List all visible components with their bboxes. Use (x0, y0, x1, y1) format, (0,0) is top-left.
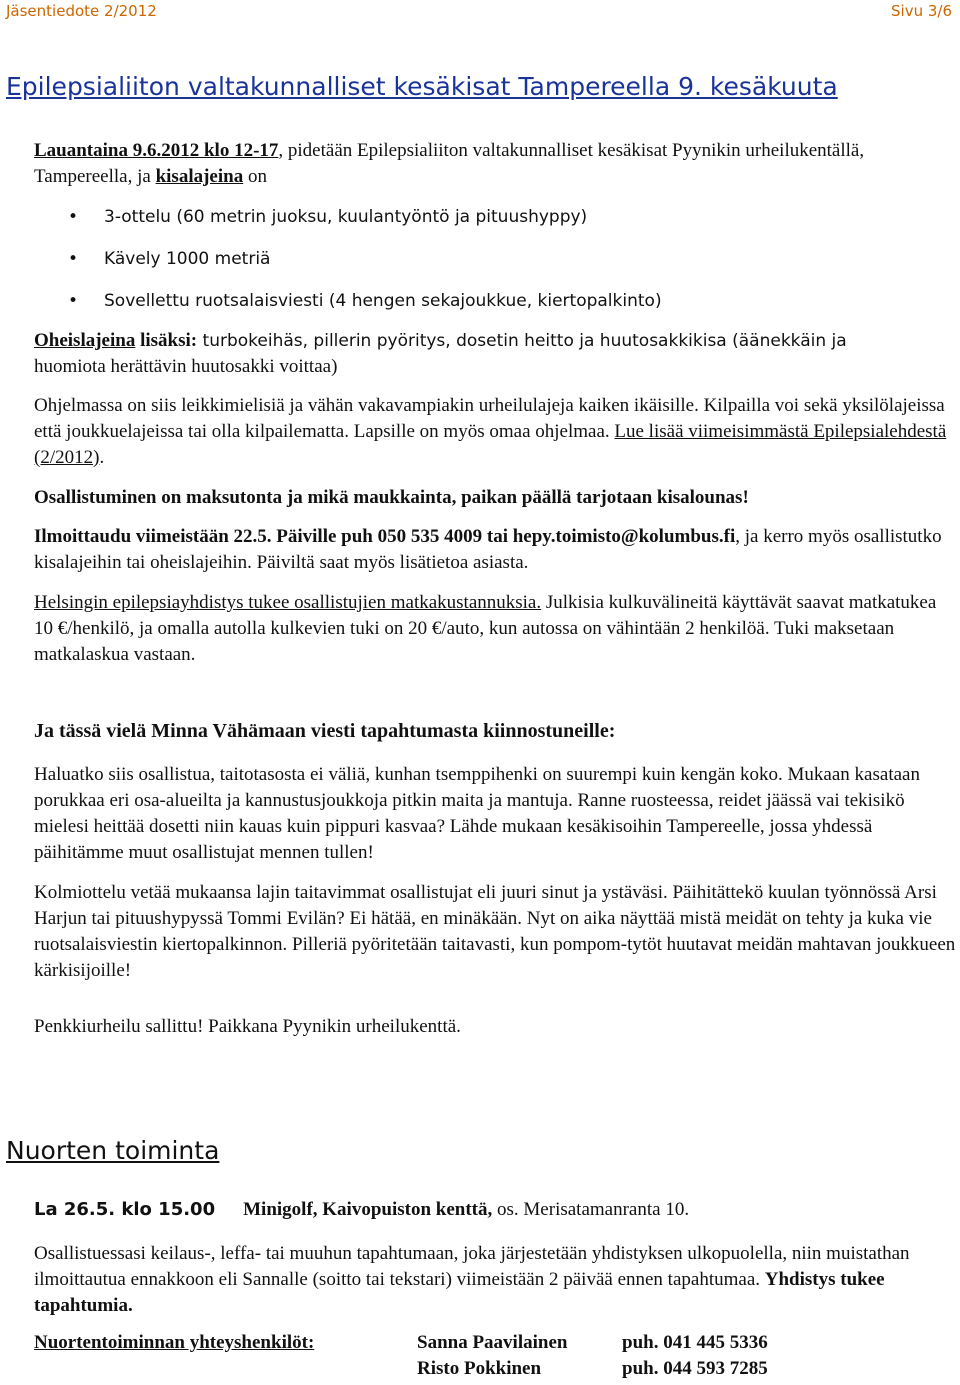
contact-phone: puh. 044 593 7285 (622, 1358, 768, 1379)
intro-text: , pidetään Epilepsialiiton valtakunnalliset kesäkisat Pyynikin urheilukentällä, Tampereella, ja (34, 140, 865, 187)
contact-phone: puh. 041 445 5336 (622, 1332, 768, 1353)
intro-paragraph (34, 138, 958, 190)
intro-date: Lauantaina 9.6.2012 klo 12-17 (34, 140, 279, 161)
ilmoittaudu-paragraph (34, 524, 958, 576)
header-left: Jäsentiedote 2/2012 (6, 2, 157, 20)
lisaksi-label: lisäksi: (135, 330, 198, 351)
bullet-dot: • (68, 207, 79, 227)
bullet-dot: • (68, 291, 79, 311)
matkatuki-link[interactable]: Helsingin epilepsiayhdistys tukee osallistujien matkakustannuksia. (34, 592, 542, 613)
oheis-text: turbokeihäs, pillerin pyöritys, dosetin heitto ja huutosakkikisa (äänekkäin ja (197, 331, 847, 351)
contacts-label (34, 1332, 314, 1354)
bullet-item: 3-ottelu (60 metrin juoksu, kuulantyöntö ja pituushyppy) (104, 207, 588, 227)
ilmoittaudu-bold: Ilmoittaudu viimeistään 22.5. Päiville puh 050 535 4009 tai hepy.toimisto@kolumbus.fi (34, 526, 736, 547)
ohjelma-text: Ohjelmassa on siis leikkimielisiä ja vähän vakavampiakin urheilulajeja kaiken ikäisille. Kilpailla voi sekä yksilölajeissa että joukkuelajeissa tai olla kilpailematta. Lapsille on myös omaa ohjelmaa. (34, 395, 945, 442)
matkatuki-paragraph (34, 590, 960, 668)
intro-on: on (243, 166, 267, 187)
youth-note-bold: Yhdistys tukee tapahtumia. (34, 1269, 885, 1316)
lehti-link[interactable]: Lue lisää viimeisimmästä Epilepsialehdestä (2/2012) (34, 421, 947, 468)
youth-note-text: Osallistuessasi keilaus-, leffa- tai muuhun tapahtumaan, joka järjestetään yhdistyksen ulkopuolella, niin muistathan ilmoittautua ennakkoon eli Sannalle (soitto tai tekstari) viimeistään 2 päivää ennen tapahtumaa. (34, 1243, 910, 1290)
youth-note (34, 1241, 958, 1319)
bullet-dot: • (68, 249, 79, 269)
oheis-text-2: huomiota herättävin huutosakki voittaa) (34, 356, 338, 377)
minna-paragraph-3: Penkkiurheilu sallittu! Paikkana Pyynikin urheilukenttä. (34, 1016, 461, 1037)
contact-name: Risto Pokkinen (417, 1358, 542, 1379)
event-address: os. Merisatamanranta 10. (492, 1199, 690, 1220)
ohjelma-paragraph (34, 393, 958, 471)
oheislajeina-paragraph (34, 328, 958, 380)
contacts-label-text: Nuortentoiminnan yhteyshenkilöt: (34, 1332, 315, 1353)
event-date: La 26.5. klo 15.00 (34, 1199, 216, 1220)
minna-heading: Ja tässä vielä Minna Vähämaan viesti tapahtumasta kiinnostuneille: (34, 720, 616, 742)
osallistuminen-paragraph (34, 485, 958, 511)
youth-event (34, 1199, 689, 1221)
header-page-number: Sivu 3/6 (891, 2, 952, 20)
minna-paragraph-2: Kolmiottelu vetää mukaansa lajin taitavimmat osallistujat eli juuri sinut ja ystäväsi. Päihitättekö kuulan työnnössä Arsi Harjun tai pituushypyssä Tommi Evilän? Ei hätää, en minäkään. Nyt on aika näyttää mistä meidät on tehty ja kuka vie ruotsalaisviestin kiertopalkinnon. Pilleriä pyöritetään taitavasti, kun pompom-tytöt huutavat meidän mahtavan joukkueen kärkisijoille! (34, 882, 956, 981)
contact-name: Sanna Paavilainen (417, 1332, 568, 1353)
page-title: Epilepsialiiton valtakunnalliset kesäkisat Tampereella 9. kesäkuuta (6, 72, 838, 101)
bullet-item: Kävely 1000 metriä (104, 249, 271, 269)
youth-heading: Nuorten toiminta (6, 1136, 220, 1165)
minna-paragraph-1: Haluatko siis osallistua, taitotasosta ei väliä, kunhan tsemppihenki on suurempi kuin kengän koko. Mukaan kasataan porukkaa eri osa-alueilta ja kannustusjoukkoja pitkin maita ja mantuja. Ranne ruosteessa, reidet jäässä vai tekisikö mielesi heittää dosetti niin kauas kuin pippuri kasvaa? Lähde mukaan kesäkisoihin Tampereelle, jossa yhdessä päihitämme muut osallistujat mennen tullen! (34, 764, 920, 863)
oheislajeina-label: Oheislajeina (34, 330, 136, 351)
ilmoittaudu-text: , ja kerro myös osallistutko kisalajeihin tai oheislajeihin. Päiviltä saat myös lisätietoa asiasta. (34, 526, 942, 573)
event-place: Minigolf, Kaivopuiston kenttä, (243, 1199, 493, 1220)
ohjelma-end: . (99, 447, 105, 468)
osallistuminen-text: Osallistuminen on maksutonta ja mikä maukkainta, paikan päällä tarjotaan kisalounas! (34, 487, 749, 508)
kisalajeina-label: kisalajeina (155, 166, 244, 187)
matkatuki-text: Julkisia kulkuvälineitä käyttävät saavat matkatukea 10 €/henkilö, ja omalla autolla kulkevien tuki on 20 €/auto, kun autossa on vähintään 2 henkilöä. Tuki maksetaan matkalaskua vastaan. (34, 592, 937, 665)
bullet-item: Sovellettu ruotsalaisviesti (4 hengen sekajoukkue, kiertopalkinto) (104, 291, 662, 311)
